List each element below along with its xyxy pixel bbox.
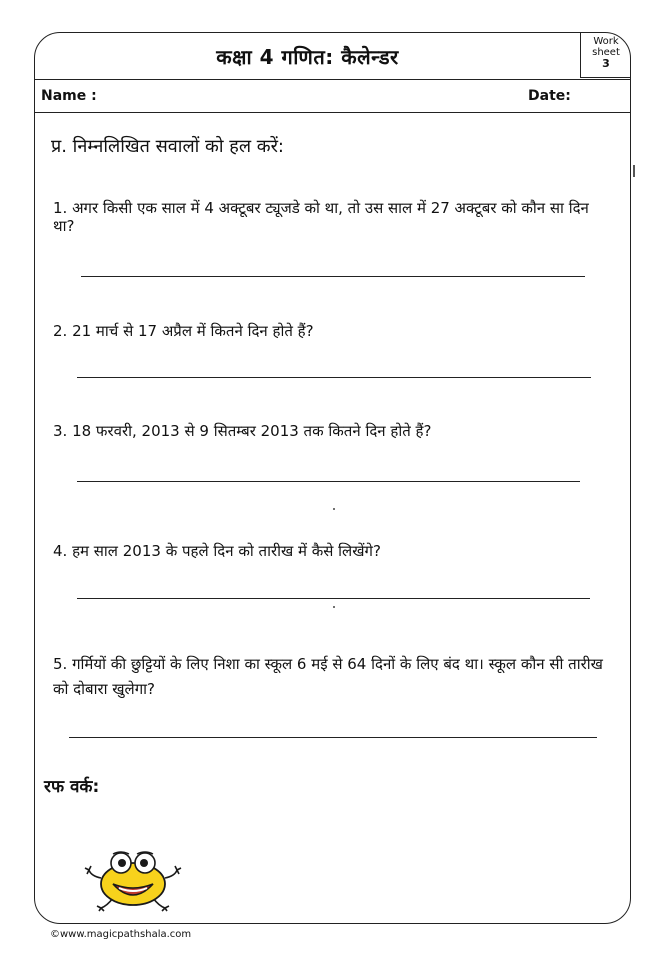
question-5: 5. गर्मियों की छुट्टियों के लिए निशा का स्कूल 6 मई से 64 दिनों के लिए बंद था। स्कूल कौन सी तारीख को दोबारा खुलेगा? [53, 655, 603, 698]
name-label: Name : [41, 88, 97, 104]
title-band [35, 33, 630, 79]
answer-line-2[interactable] [77, 377, 591, 378]
answer-line-3[interactable] [77, 481, 580, 482]
question-2: 2. 21 मार्च से 17 अप्रैल में कितने दिन होते हैं? [53, 322, 314, 340]
worksheet-frame [34, 32, 631, 924]
date-label: Date: [528, 88, 571, 104]
worksheet-number-box [580, 32, 631, 78]
question-4: 4. हम साल 2013 के पहले दिन को तारीख में कैसे लिखेंगे? [53, 542, 381, 560]
worksheet-title: कक्षा 4 गणित: कैलेन्डर [216, 45, 399, 69]
answer-line-4[interactable] [77, 598, 590, 599]
answer-line-5[interactable] [69, 737, 597, 738]
worksheet-number: 3 [602, 57, 610, 70]
question-1: 1. अगर किसी एक साल में 4 अक्टूबर ट्यूजडे को था, तो उस साल में 27 अक्टूबर को कौन सा दिन था? [53, 199, 589, 235]
name-date-row [34, 79, 631, 113]
copyright-text: ©www.magicpathshala.com [50, 929, 192, 940]
page-edge-mark [633, 165, 635, 177]
question-3: 3. 18 फरवरी, 2013 से 9 सितम्बर 2013 तक कितने दिन होते हैं? [53, 422, 432, 440]
instruction-text: प्र. निम्नलिखित सवालों को हल करें: [51, 136, 284, 157]
worksheet-label-line1: Work [593, 36, 619, 47]
stray-dot [333, 508, 335, 510]
answer-line-1[interactable] [81, 276, 585, 277]
stray-dot [333, 606, 335, 608]
rough-work-label: रफ वर्क: [44, 777, 100, 797]
frog-mascot-icon [83, 848, 183, 917]
worksheet-label-line2: sheet [592, 47, 620, 58]
